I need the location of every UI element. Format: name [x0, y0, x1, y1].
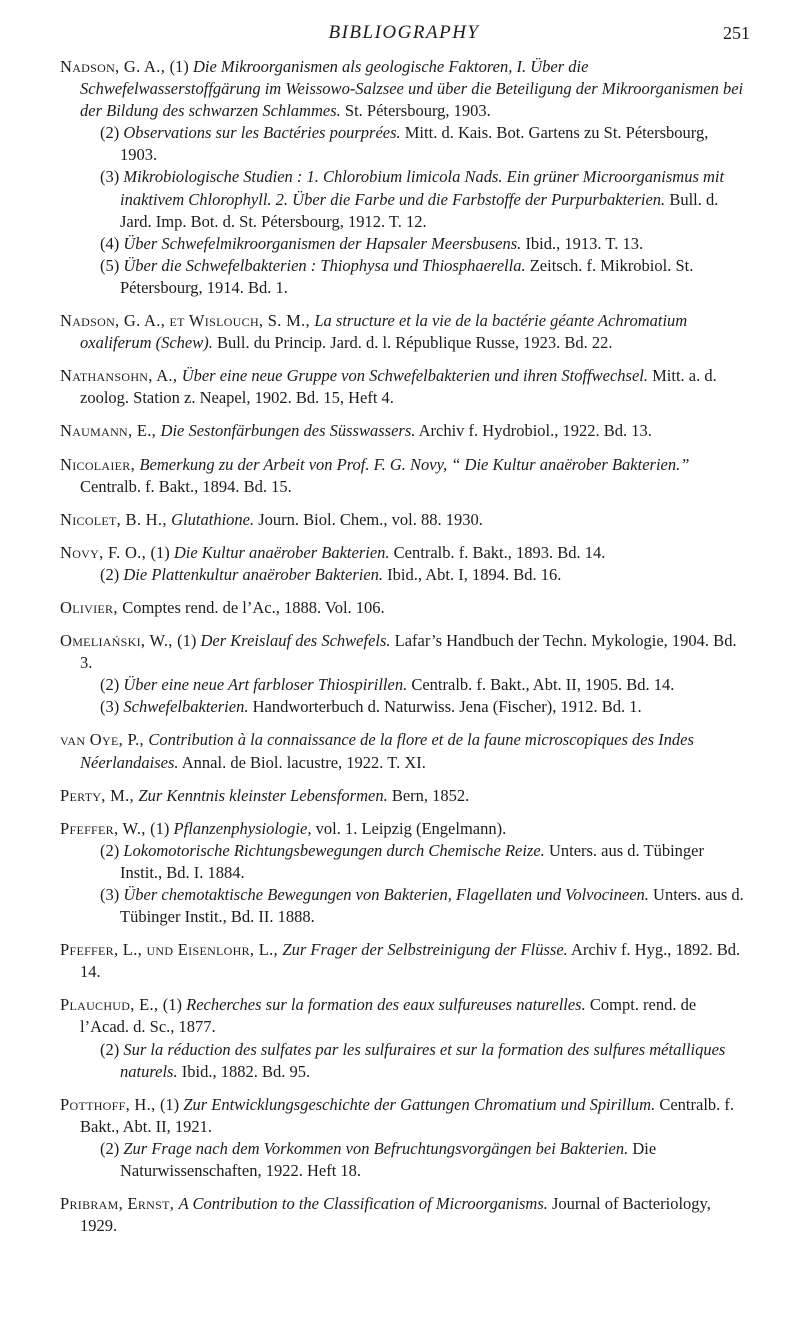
bibliography-entry: [60, 420, 748, 442]
entry-author: Olivier,: [60, 597, 123, 617]
entry-number: (1): [159, 1094, 184, 1114]
sub-entry: [100, 696, 748, 718]
sub-entry-number: (2): [100, 675, 124, 695]
entry-head: [60, 818, 748, 840]
entry-head: [60, 56, 748, 122]
sub-entry-number: (3): [100, 167, 124, 187]
entry-source: Comptes rend. de l’Ac., 1888. Vol. 106.: [122, 597, 385, 617]
entry-title: Die Sestonfärbungen des Süsswassers.: [160, 421, 416, 441]
entry-author: Nicolet, B. H.,: [60, 509, 172, 529]
entry-head: [60, 542, 748, 564]
bibliography-entry: [60, 1193, 748, 1237]
running-head: BIBLIOGRAPHY: [328, 22, 480, 43]
sub-entry-source: Ibid., 1882. Bd. 95.: [177, 1061, 311, 1081]
sub-entry-title: Über die Schwefelbakterien : Thiophysa und Thiosphaerella.: [123, 255, 526, 275]
entry-author: Nicolaier,: [60, 454, 140, 474]
entry-title: Zur Entwicklungsgeschichte der Gattungen Chromatium und Spirillum.: [183, 1094, 656, 1114]
sub-entry-number: (3): [100, 697, 124, 717]
entry-source: Journal of Bacteriology, 1929.: [80, 1194, 711, 1236]
entry-number: (1): [177, 631, 201, 651]
sub-entry-source: Bull. d. Jard. Imp. Bot. d. St. Pétersbourg, 1912. T. 12.: [120, 189, 719, 231]
sub-entry-title: Über eine neue Art farbloser Thiospirillen.: [123, 675, 408, 695]
sub-entry: [100, 884, 748, 928]
entry-author: Naumann, E.,: [60, 421, 161, 441]
bibliography-entry: [60, 509, 748, 531]
sub-entry: [100, 122, 748, 166]
sub-entry: [100, 674, 748, 696]
sub-entry: [100, 564, 748, 586]
entry-author: Omeliański, W.,: [60, 631, 178, 651]
sub-entry-source: Ibid., 1913. T. 13.: [521, 233, 644, 253]
entry-head: [60, 630, 748, 674]
sub-entry-number: (2): [100, 840, 124, 860]
sub-entry-source: Ibid., Abt. I, 1894. Bd. 16.: [383, 564, 562, 584]
bibliography-entry: [60, 818, 748, 928]
sub-entry-number: (4): [100, 233, 124, 253]
entry-author: Nathansohn, A.,: [60, 366, 182, 386]
sub-entry: [100, 1138, 748, 1182]
sub-entry-number: (5): [100, 255, 124, 275]
bibliography-entry: [60, 994, 748, 1082]
entry-author: Pfeffer, W.,: [60, 818, 151, 838]
entry-title: Bemerkung zu der Arbeit von Prof. F. G. Novy, “ Die Kultur anaërober Bakterien.”: [139, 454, 690, 474]
bibliography-entry: [60, 1094, 748, 1182]
sub-entry-number: (3): [100, 885, 124, 904]
entry-head: [60, 939, 748, 983]
page-header: [60, 20, 748, 56]
entry-author: Pribram, Ernst,: [60, 1194, 179, 1214]
sub-entry-title: Über Schwefelmikroorganismen der Hapsaler Meersbusens.: [123, 233, 522, 253]
entry-title: Der Kreislauf des Schwefels.: [200, 631, 391, 651]
entry-source: St. Pétersbourg, 1903.: [340, 101, 491, 121]
entry-head: [60, 310, 748, 354]
entry-head: [60, 420, 748, 442]
entry-title: Contribution à la connaissance de la flore et de la faune microscopiques des Indes Néerlandaises.: [80, 730, 694, 772]
sub-entry-source: Zeitsch. f. Mikrobiol. St. Pétersbourg, 1914. Bd. 1.: [120, 255, 694, 297]
sub-entry: [100, 166, 748, 232]
entry-title: A Contribution to the Classification of Microorganisms.: [178, 1194, 548, 1214]
entry-source: Archiv f. Hydrobiol., 1922. Bd. 13.: [415, 421, 652, 441]
entry-head: [60, 994, 748, 1038]
entry-author: Pfeffer, L., und Eisenlohr, L.,: [60, 940, 283, 960]
sub-entry-title: Observations sur les Bactéries pourprées.: [123, 123, 401, 143]
sub-entry-source: Unters. aus d. Tübinger Instit., Bd. II. 1888.: [120, 885, 744, 927]
bibliography-entry: [60, 729, 748, 773]
entry-source: Centralb. f. Bakt., 1893. Bd. 14.: [389, 542, 606, 562]
entry-number: (1): [169, 57, 193, 76]
entry-head: [60, 1193, 748, 1237]
sub-entry-source: Die Naturwissenschaften, 1922. Heft 18.: [120, 1138, 657, 1181]
entry-author: van Oye, P.,: [60, 730, 149, 750]
bibliography-entry: [60, 310, 748, 354]
bibliography-entry: [60, 454, 748, 498]
entry-source: Bull. du Princip. Jard. d. l. République Russe, 1923. Bd. 22.: [212, 333, 613, 353]
entry-source: Centralb. f. Bakt., Abt. II, 1921.: [80, 1094, 735, 1136]
bibliography-entry: [60, 630, 748, 718]
entry-number: (1): [150, 818, 174, 838]
entry-title: Zur Frager der Selbstreinigung der Flüsse.: [282, 940, 568, 960]
entry-head: [60, 1094, 748, 1138]
entry-head: [60, 509, 748, 531]
page-number: 251: [723, 23, 750, 43]
entry-number: (1): [162, 995, 187, 1015]
entry-source: Centralb. f. Bakt., 1894. Bd. 15.: [80, 476, 292, 496]
entry-head: [60, 365, 748, 409]
entry-number: (1): [150, 542, 174, 562]
entry-author: Novy, F. O.,: [60, 542, 151, 562]
entry-source: Lafar’s Handbuch der Techn. Mykologie, 1904. Bd. 3.: [80, 631, 737, 673]
entry-title: Recherches sur la formation des eaux sulfureuses naturelles.: [186, 995, 586, 1015]
entry-head: [60, 454, 748, 498]
entry-author: Plauchud, E.,: [60, 995, 163, 1015]
entry-head: [60, 785, 748, 807]
bibliography-entry: [60, 939, 748, 983]
sub-entry-number: (2): [100, 123, 124, 143]
entry-author: Potthoff, H.,: [60, 1094, 160, 1114]
bibliography-entry: [60, 365, 748, 409]
entry-title: Glutathione.: [171, 509, 255, 529]
sub-entry-title: Mikrobiologische Studien : 1. Chlorobium limicola Nads. Ein grüner Microorganismus mit inaktivem Chlorophyll. 2. Über die Farbe und die Farbstoffe der Purpurbakterien.: [120, 167, 725, 209]
bibliography-entry: [60, 542, 748, 586]
sub-entry-source: Mitt. d. Kais. Bot. Gartens zu St. Pétersbourg, 1903.: [120, 123, 709, 165]
sub-entry-number: (2): [100, 1138, 124, 1158]
sub-entry-title: Über chemotaktische Bewegungen von Bakterien, Flagellaten und Volvocineen.: [123, 885, 649, 904]
entry-source: Annal. de Biol. lacustre, 1922. T. XI.: [178, 752, 426, 772]
sub-entry-number: (2): [100, 564, 124, 584]
entry-author: Nadson, G. A.,: [60, 57, 170, 76]
entry-author: Perty, M.,: [60, 785, 139, 805]
entry-head: [60, 597, 748, 619]
sub-entry: [100, 1039, 748, 1083]
sub-entry: [100, 255, 748, 299]
entry-head: [60, 729, 748, 773]
bibliography-list: [60, 56, 748, 1237]
sub-entry-source: Centralb. f. Bakt., Abt. II, 1905. Bd. 14.: [407, 675, 675, 695]
entry-source: Compt. rend. de l’Acad. d. Sc., 1877.: [80, 995, 697, 1037]
entry-title: Pflanzenphysiologie,: [173, 818, 312, 838]
sub-entry-source: Handworterbuch d. Naturwiss. Jena (Fischer), 1912. Bd. 1.: [248, 697, 642, 717]
entry-title: Über eine neue Gruppe von Schwefelbakterien und ihren Stoffwechsel.: [181, 366, 648, 386]
entry-title: La structure et la vie de la bactérie géante Achromatium oxaliferum (Schew).: [80, 311, 688, 353]
bibliography-entry: [60, 785, 748, 807]
entry-source: Bern, 1852.: [387, 785, 470, 805]
entry-title: Zur Kenntnis kleinster Lebensformen.: [138, 785, 388, 805]
bibliography-entry: [60, 56, 748, 299]
sub-entry-title: Sur la réduction des sulfates par les sulfuraires et sur la formation des sulfures métalliques naturels.: [120, 1039, 726, 1081]
entry-title: Die Kultur anaërober Bakterien.: [173, 542, 390, 562]
sub-entry: [100, 840, 748, 884]
sub-entry-source: Unters. aus d. Tübinger Instit., Bd. I. 1884.: [120, 840, 704, 882]
entry-author: Nadson, G. A., et Wislouch, S. M.,: [60, 311, 315, 331]
sub-entry-title: Zur Frage nach dem Vorkommen von Befruchtungsvorgängen bei Bakterien.: [123, 1138, 629, 1158]
sub-entry-title: Schwefelbakterien.: [123, 697, 249, 717]
entry-source: Journ. Biol. Chem., vol. 88. 1930.: [254, 509, 483, 529]
entry-source: Mitt. a. d. zoolog. Station z. Neapel, 1902. Bd. 15, Heft 4.: [80, 366, 717, 408]
bibliography-entry: [60, 597, 748, 619]
entry-source: Archiv f. Hyg., 1892. Bd. 14.: [80, 940, 741, 982]
sub-entry-title: Die Plattenkultur anaërober Bakterien.: [123, 564, 384, 584]
sub-entry: [100, 233, 748, 255]
sub-entry-title: Lokomotorische Richtungsbewegungen durch Chemische Reize.: [123, 840, 545, 860]
sub-entry-number: (2): [100, 1039, 124, 1059]
entry-source: vol. 1. Leipzig (Engelmann).: [311, 818, 507, 838]
entry-title: Die Mikroorganismen als geologische Faktoren, I. Über die Schwefelwasserstoffgärung im Weissowo-Salzsee und über die Beteiligung der Mikroorganismen bei der Bildung des schwarzen Schlammes.: [80, 57, 744, 121]
